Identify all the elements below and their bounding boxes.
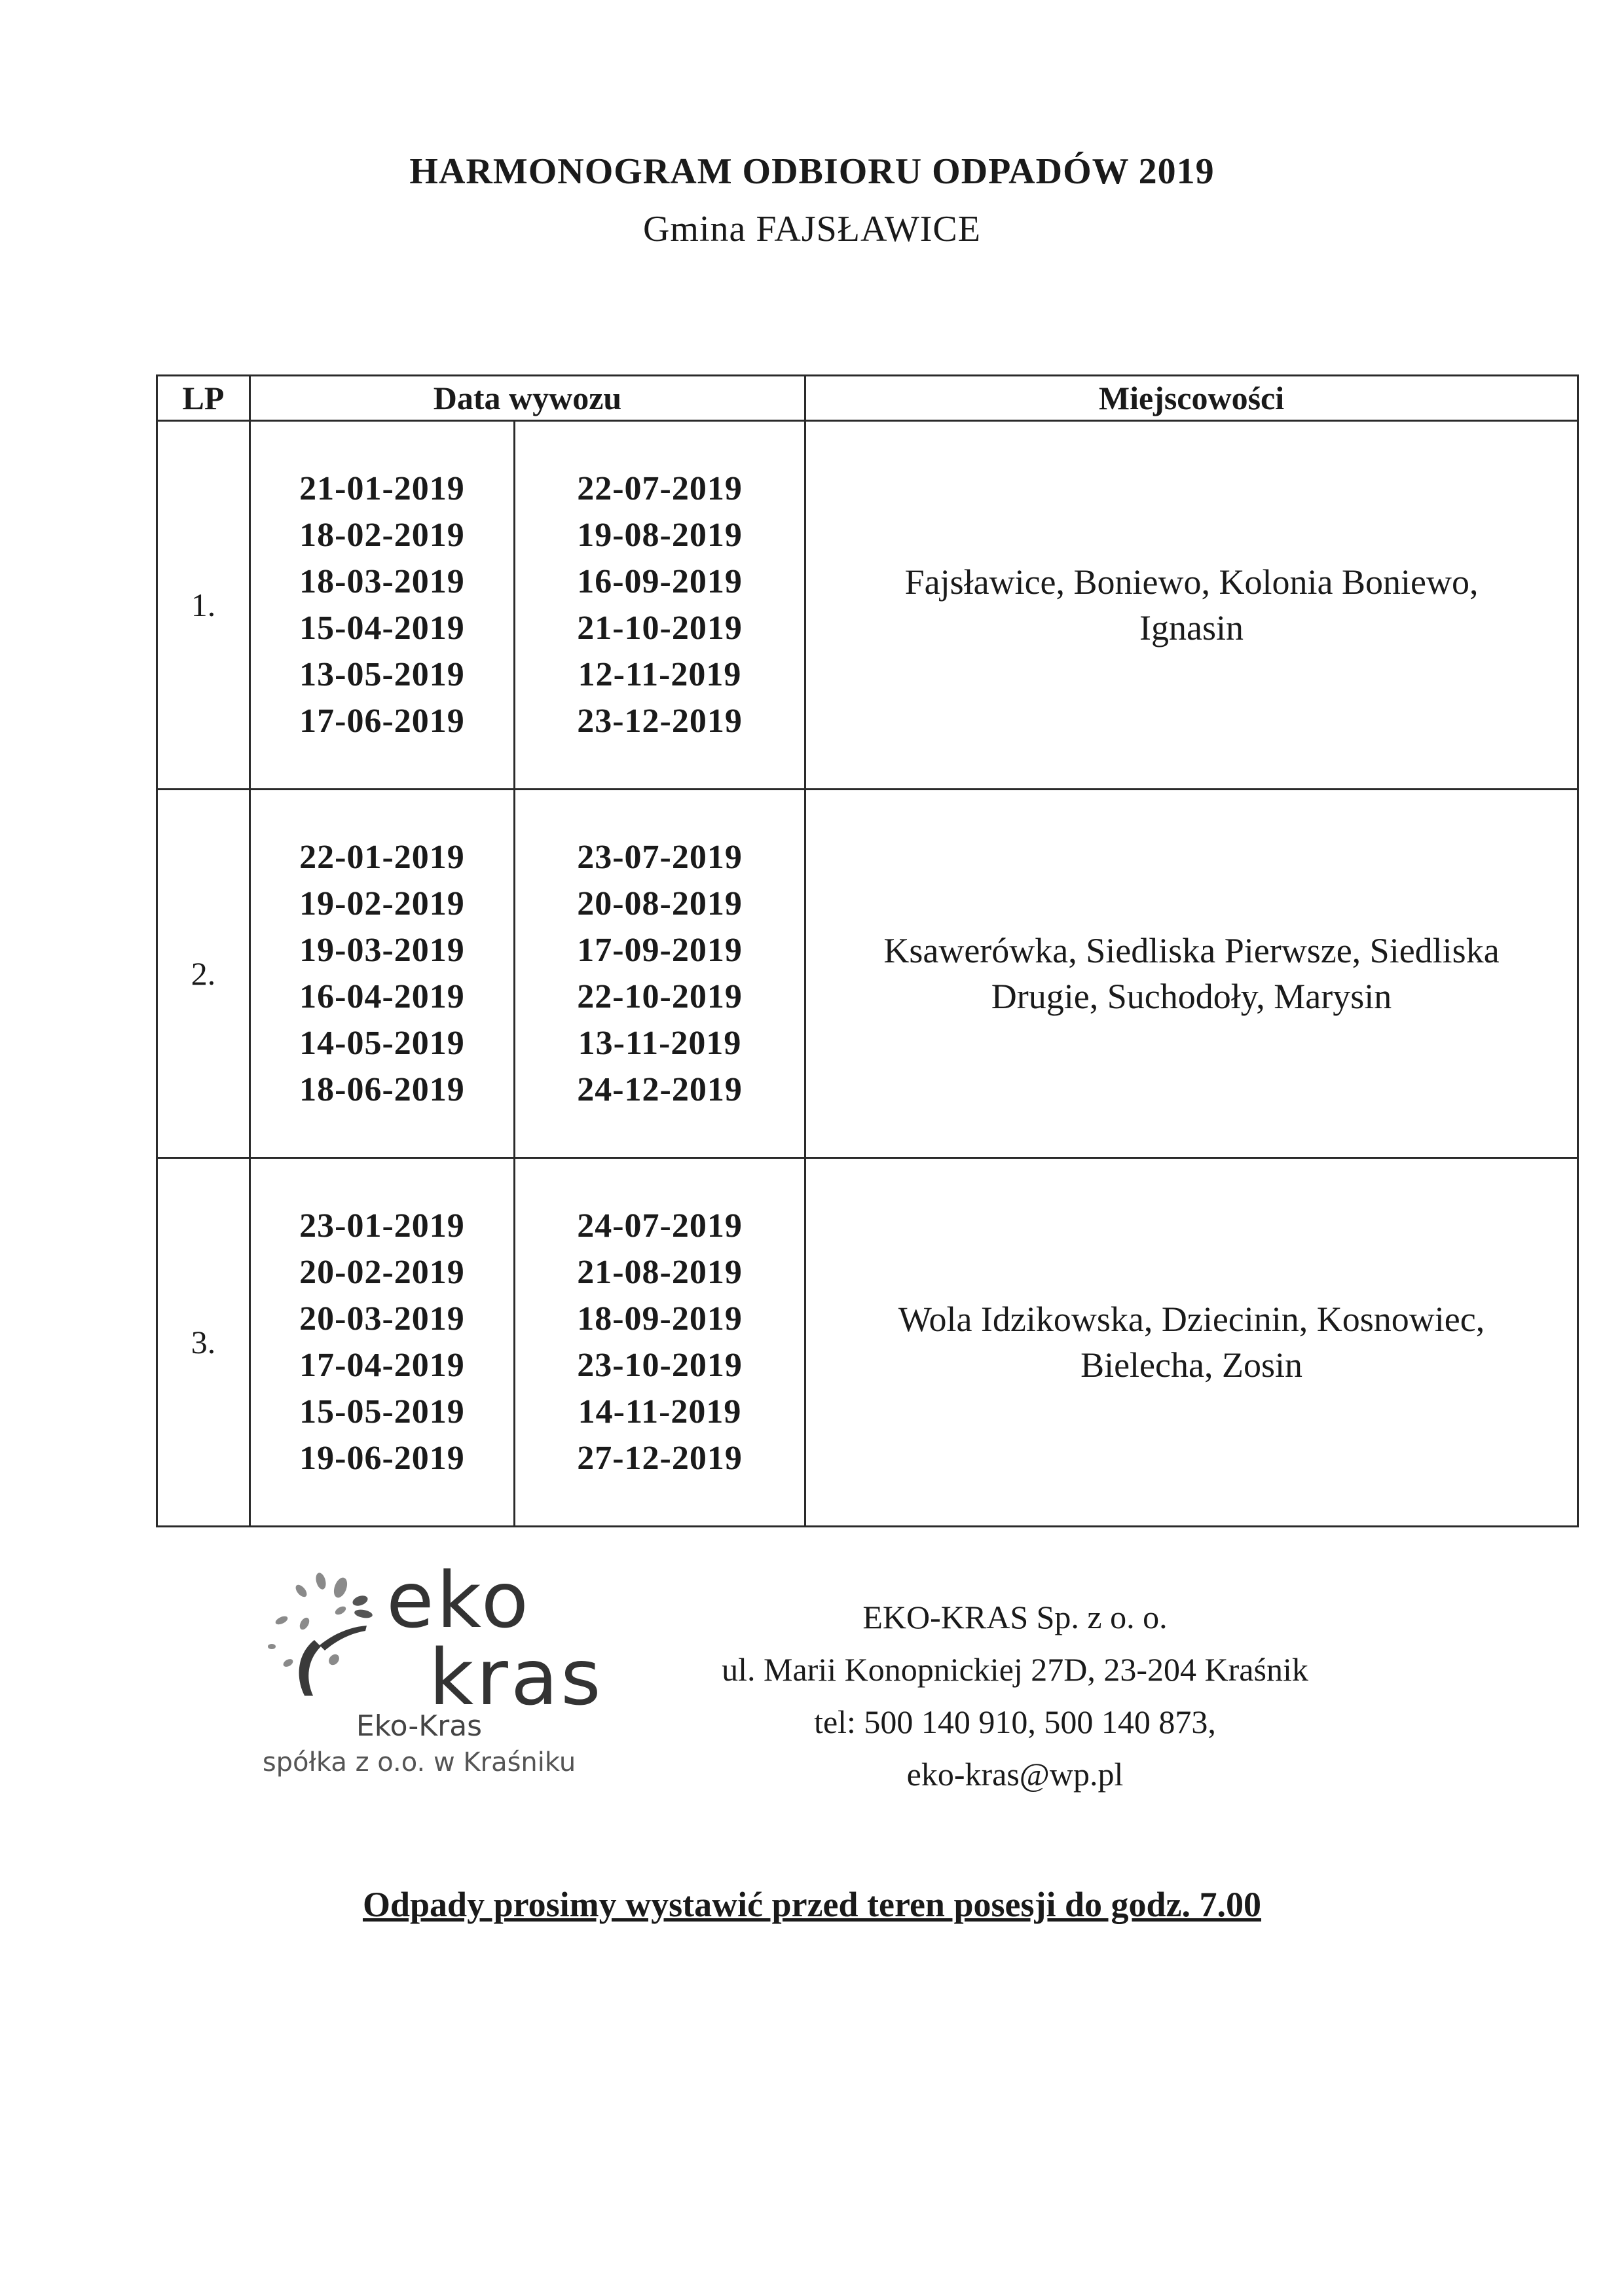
row-number: 1. — [157, 421, 250, 790]
date-cell: 17-09-2019 — [577, 932, 743, 969]
date-cell: 13-11-2019 — [578, 1025, 742, 1062]
date-cell: 14-11-2019 — [578, 1393, 742, 1430]
dates-first-half — [250, 421, 515, 790]
localities-cell — [805, 1158, 1578, 1527]
date-cell: 24-07-2019 — [577, 1207, 743, 1245]
company-address: ul. Marii Konopnickiej 27D, 23-204 Kraśnik — [722, 1651, 1308, 1688]
date-cell: 20-02-2019 — [299, 1254, 465, 1291]
page-title: HARMONOGRAM ODBIORU ODPADÓW 2019 — [409, 151, 1215, 192]
company-phones: tel: 500 140 910, 500 140 873, — [814, 1704, 1216, 1740]
dates-second-half — [515, 421, 805, 790]
company-contact-block — [707, 1591, 1323, 1800]
date-cell: 23-07-2019 — [577, 839, 743, 876]
date-cell: 24-12-2019 — [577, 1071, 743, 1108]
date-cell: 22-01-2019 — [299, 839, 465, 876]
date-cell: 16-04-2019 — [299, 978, 465, 1015]
dates-first-half — [250, 790, 515, 1158]
date-cell: 20-03-2019 — [299, 1300, 465, 1338]
tree-leaf-icon — [242, 1561, 393, 1705]
table-row — [157, 421, 1578, 790]
localities-line: Ignasin — [1139, 608, 1244, 647]
date-cell: 18-09-2019 — [577, 1300, 743, 1338]
table-row — [157, 1158, 1578, 1527]
header-places: Miejscowości — [805, 376, 1578, 421]
company-logo — [242, 1555, 609, 1777]
company-name: EKO-KRAS Sp. z o. o. — [862, 1599, 1168, 1635]
dates-second-half — [515, 790, 805, 1158]
date-cell: 18-02-2019 — [299, 517, 465, 554]
date-cell: 14-05-2019 — [299, 1025, 465, 1062]
localities-line: Bielecha, Zosin — [1080, 1345, 1302, 1385]
date-cell: 15-04-2019 — [299, 610, 465, 647]
date-cell: 19-02-2019 — [299, 885, 465, 922]
logo-wordmark-kras: kras — [429, 1632, 604, 1722]
date-cell: 19-03-2019 — [299, 932, 465, 969]
schedule-table — [156, 374, 1579, 1527]
date-cell: 20-08-2019 — [577, 885, 743, 922]
date-cell: 18-06-2019 — [299, 1071, 465, 1108]
company-email: eko-kras@wp.pl — [906, 1756, 1124, 1793]
date-cell: 19-06-2019 — [299, 1440, 465, 1477]
logo-caption-company: spółka z o.o. w Kraśniku — [262, 1747, 576, 1777]
date-cell: 19-08-2019 — [577, 517, 743, 554]
date-cell: 21-10-2019 — [577, 610, 743, 647]
date-cell: 23-01-2019 — [299, 1207, 465, 1245]
date-cell: 15-05-2019 — [299, 1393, 465, 1430]
date-cell: 27-12-2019 — [577, 1440, 743, 1477]
date-cell: 17-04-2019 — [299, 1347, 465, 1384]
row-number: 2. — [157, 790, 250, 1158]
logo-caption-name: Eko-Kras — [356, 1709, 483, 1743]
dates-first-half — [250, 1158, 515, 1527]
localities-cell — [805, 421, 1578, 790]
logo-wordmark-eko: eko — [386, 1555, 531, 1645]
date-cell: 21-01-2019 — [299, 470, 465, 507]
dates-second-half — [515, 1158, 805, 1527]
page-subtitle: Gmina FAJSŁAWICE — [642, 209, 981, 249]
row-number: 3. — [157, 1158, 250, 1527]
date-cell: 16-09-2019 — [577, 563, 743, 600]
localities-line: Wola Idzikowska, Dziecinin, Kosnowiec, — [898, 1300, 1485, 1339]
localities-line: Drugie, Suchodoły, Marysin — [991, 977, 1392, 1016]
header-dates: Data wywozu — [250, 376, 805, 421]
date-cell: 17-06-2019 — [299, 702, 465, 740]
date-cell: 21-08-2019 — [577, 1254, 743, 1291]
date-cell: 13-05-2019 — [299, 656, 465, 693]
date-cell: 22-10-2019 — [577, 978, 743, 1015]
table-header-row — [157, 376, 1578, 421]
date-cell: 23-10-2019 — [577, 1347, 743, 1384]
header-lp: LP — [157, 376, 250, 421]
date-cell: 12-11-2019 — [578, 656, 742, 693]
date-cell: 18-03-2019 — [299, 563, 465, 600]
localities-cell — [805, 790, 1578, 1158]
localities-line: Ksawerówka, Siedliska Pierwsze, Siedliska — [883, 931, 1500, 970]
collection-notice: Odpady prosimy wystawić przed teren posesji do godz. 7.00 — [362, 1885, 1262, 1924]
table-row — [157, 790, 1578, 1158]
date-cell: 23-12-2019 — [577, 702, 743, 740]
localities-line: Fajsławice, Boniewo, Kolonia Boniewo, — [904, 562, 1479, 602]
date-cell: 22-07-2019 — [577, 470, 743, 507]
